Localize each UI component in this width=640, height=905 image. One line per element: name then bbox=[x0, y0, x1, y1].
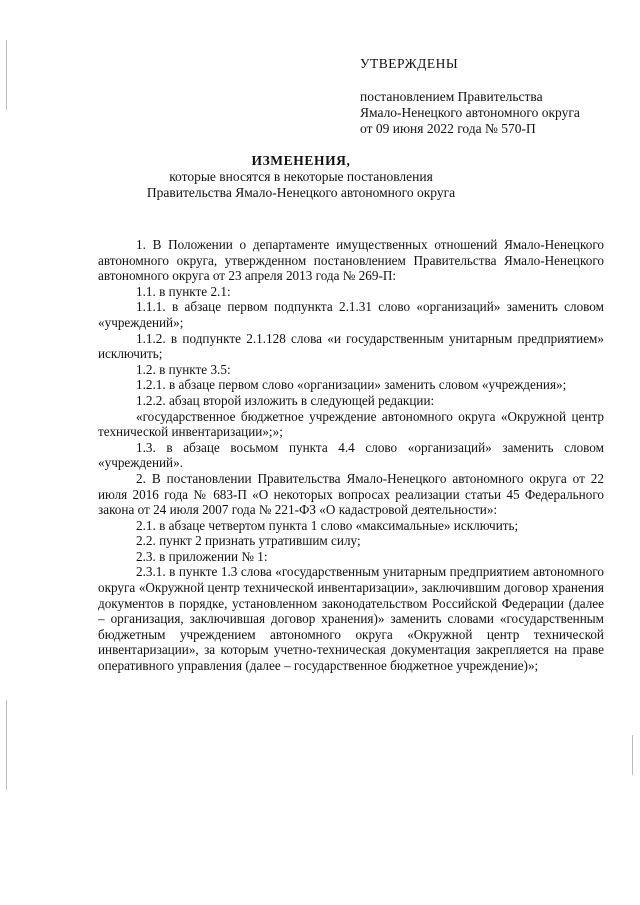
paragraph: 1. В Положении о департаменте имущественных отношений Ямало-Ненецкого автономного округа, утвержденном постановлением Правительства Ямало-Ненецкого автономного округа от 23 апреля 2013 года № 269-П: bbox=[98, 237, 604, 284]
document-subtitle: которые вносятся в некоторые постановления bbox=[169, 169, 433, 184]
approval-heading: УТВЕРЖДЕНЫ bbox=[360, 56, 459, 71]
scan-edge-mark-left-lower bbox=[6, 700, 7, 790]
paragraph: «государственное бюджетное учреждение автономного округа «Окружной центр технической инвентаризации»;»; bbox=[98, 408, 604, 440]
paragraph: 2.3. в приложении № 1: bbox=[136, 548, 268, 564]
document-title-block bbox=[96, 153, 506, 201]
document-body bbox=[98, 237, 604, 674]
paragraph: 2.2. пункт 2 признать утратившим силу; bbox=[136, 533, 361, 549]
paragraph: 1.1.1. в абзаце первом подпункта 2.1.31 слово «организаций» заменить словом «учреждений»; bbox=[98, 299, 604, 330]
paragraph: 2.3.1. в пункте 1.3 слова «государственным унитарным предприятием автономного округа «Окружной центр технической инвентаризации», заключившим договор хранения документов в порядке, установленном законодательством Российской Федерации (далее – организация, заключившая договор хранения)» заменить словами «государственным бюджетным учреждением автономного округа «Окружной центр технической инвентаризации», за которым учетно-техническая документация закрепляется на праве оперативного управления (далее – государственное бюджетное учреждение)»; bbox=[98, 564, 604, 674]
approval-block bbox=[360, 56, 580, 137]
paragraph: 1.1.2. в подпункте 2.1.128 слова «и государственным унитарным предприятием» исключить; bbox=[98, 330, 604, 362]
document-title: ИЗМЕНЕНИЯ, bbox=[251, 153, 351, 168]
document-subtitle: Правительства Ямало-Ненецкого автономного округа bbox=[146, 185, 456, 200]
paragraph: 1.2. в пункте 3.5: bbox=[136, 361, 231, 377]
scan-edge-mark-left bbox=[6, 40, 7, 110]
paragraph: 2. В постановлении Правительства Ямало-Ненецкого автономного округа от 22 июля 2016 года № 683-П «О некоторых вопросах реализации статьи 45 Федерального закона от 24 июля 2007 года № 221-ФЗ «О кадастровой деятельности»: bbox=[98, 470, 604, 518]
approval-line: постановлением Правительства bbox=[360, 89, 543, 104]
paragraph: 1.1. в пункте 2.1: bbox=[136, 283, 231, 299]
paragraph: 2.1. в абзаце четвертом пункта 1 слово «максимальные» исключить; bbox=[136, 517, 519, 533]
approval-line: от 09 июня 2022 года № 570-П bbox=[360, 121, 536, 136]
paragraph: 1.2.1. в абзаце первом слово «организации» заменить словом «учреждения»; bbox=[136, 377, 567, 393]
scan-edge-mark-right bbox=[632, 735, 633, 775]
approval-line: Ямало-Ненецкого автономного округа bbox=[360, 105, 580, 120]
paragraph: 1.3. в абзаце восьмом пункта 4.4 слово «организаций» заменить словом «учреждений». bbox=[98, 439, 604, 471]
paragraph: 1.2.2. абзац второй изложить в следующей редакции: bbox=[136, 392, 435, 408]
